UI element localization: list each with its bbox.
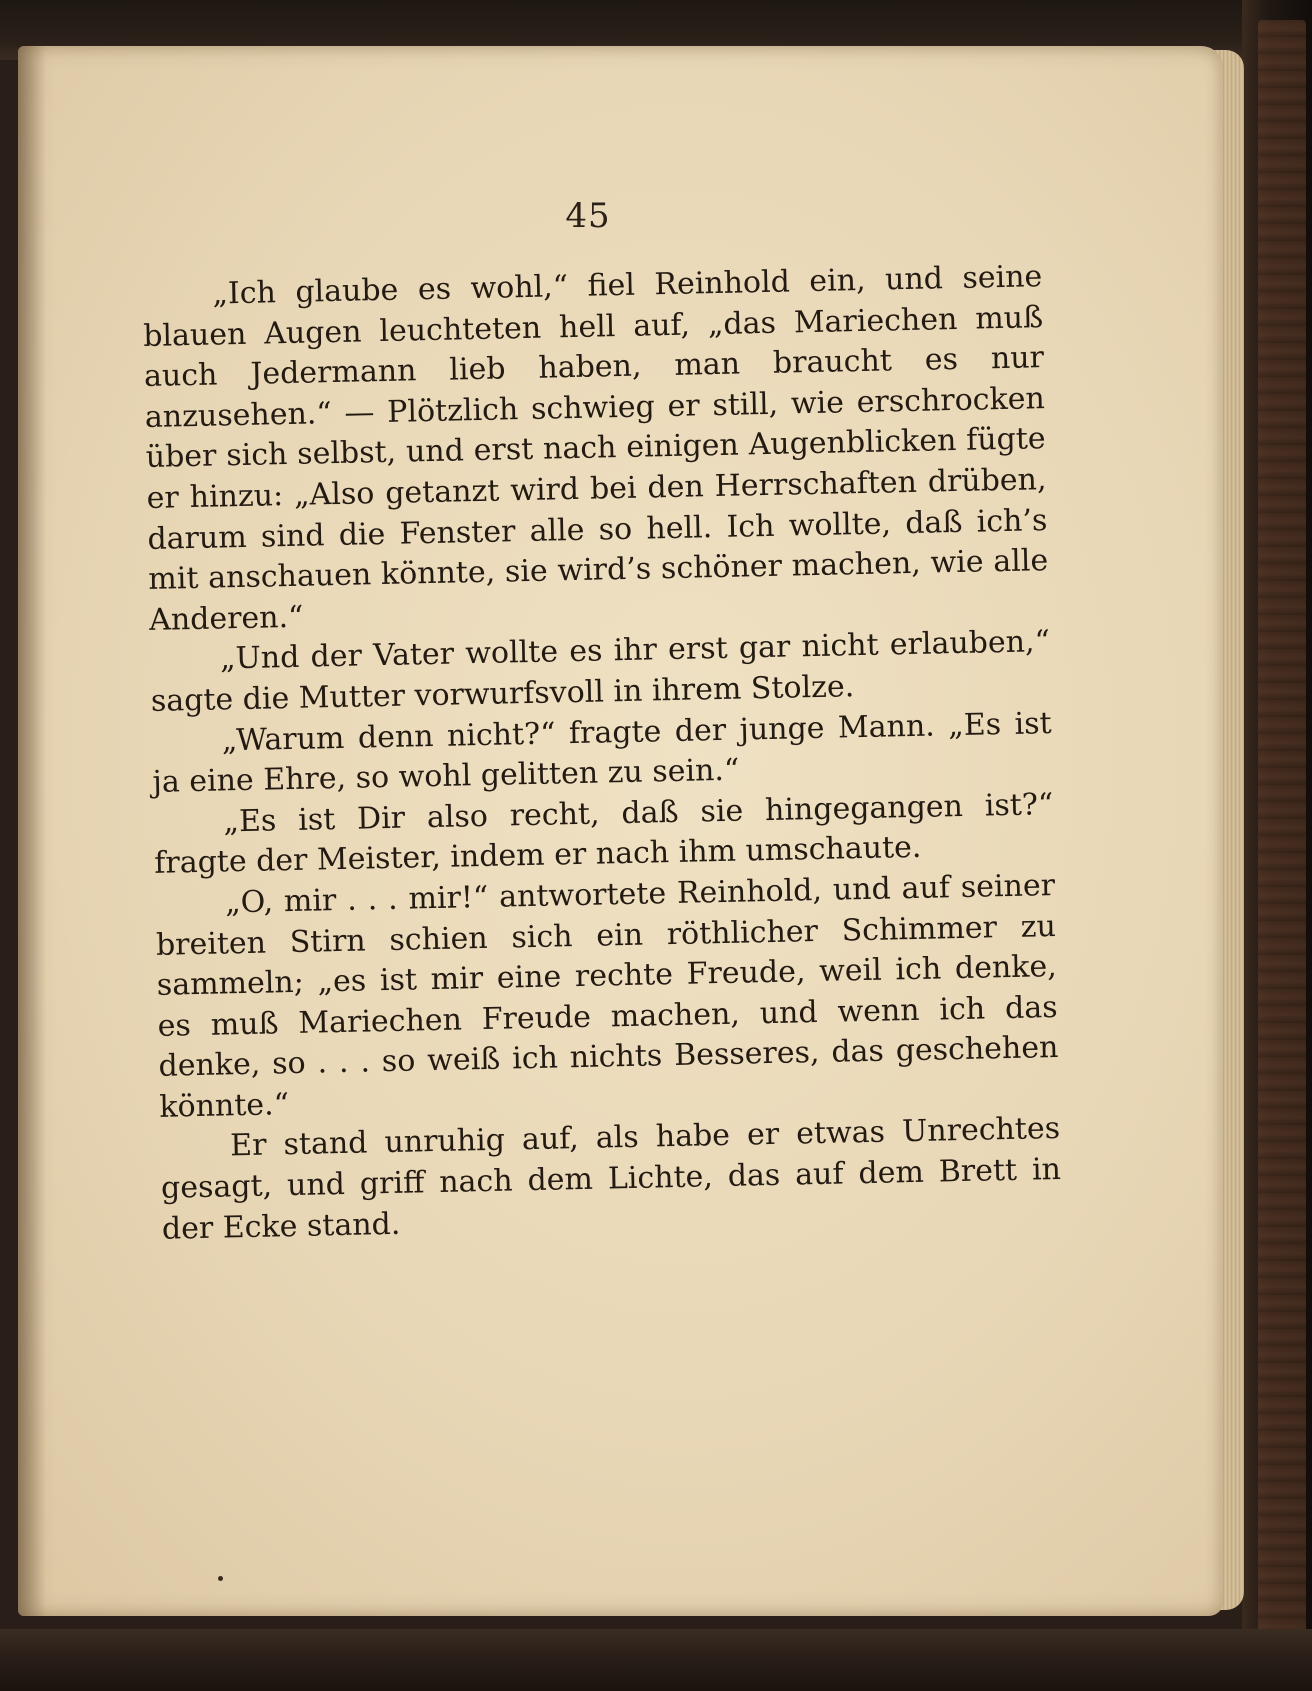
book-bottom-edge — [0, 1629, 1312, 1691]
page-number: 45 — [565, 196, 611, 236]
paragraph-1: „Ich glaube es wohl,“ fiel Reinhold ein, und seine blauen Augen leuchteten hell auf, „das Mariechen muß auch Jedermann lieb haben, man braucht es nur anzusehen.“ — Plötzlich schwieg er still, wie erschrocken über sich selbst, und erst nach einigen Augenblicken fügte er hinzu: „Also getanzt wird bei den Herrschaften drüben, darum sind die Fenster alle so hell. Ich wollte, daß ich’s mit anschauen könnte, sie wird’s schöner machen, wie alle Anderen.“ — [142, 259, 1049, 638]
book-page — [18, 46, 1223, 1616]
paragraph-4: „Es ist Dir also recht, daß sie hingegangen ist?“ fragte der Meister, indem er nach ihm umschaute. — [153, 786, 1054, 882]
paper-speck — [218, 1576, 223, 1581]
paragraph-6: Er stand unruhig auf, als habe er etwas Unrechtes gesagt, und griff nach dem Lichte, das auf dem Brett in der Ecke stand. — [160, 1111, 1062, 1247]
paragraph-5: „O, mir . . . mir!“ antwortete Reinhold, und auf seiner breiten Stirn schien sich ein röthlicher Schimmer zu sammeln; „es ist mir eine rechte Freude, weil ich denke, es muß Mariechen Freude machen, und wenn ich das denke, so . . . so weiß ich nichts Besseres, das geschehen könnte.“ — [155, 867, 1059, 1125]
page-gutter-shadow — [18, 46, 46, 1616]
book-cover-spine — [1242, 0, 1312, 1691]
leather-binding-texture — [1258, 20, 1306, 1640]
paragraph-2: „Und der Vater wollte es ihr erst gar nicht erlauben,“ sagte die Mutter vorwurfsvoll in ihrem Stolze. — [150, 624, 1051, 719]
paragraph-3: „Warum denn nicht?“ fragte der junge Mann. „Es ist ja eine Ehre, so wohl gelitten zu sein.“ — [152, 705, 1052, 801]
page-body-text — [142, 257, 1062, 1250]
